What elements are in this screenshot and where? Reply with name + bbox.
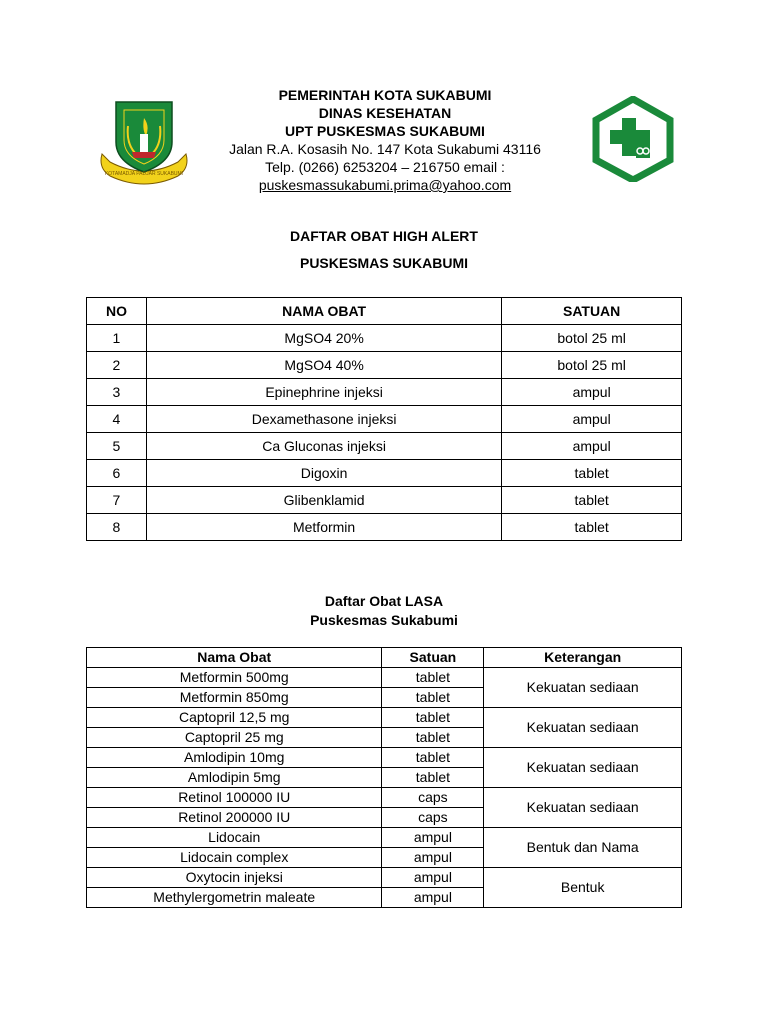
header-phone: Telp. (0266) 6253204 – 216750 email : <box>265 159 505 175</box>
cell-nama-obat: Retinol 100000 IU <box>87 788 382 808</box>
cell-no: 6 <box>87 460 147 487</box>
high-alert-table <box>86 297 682 541</box>
cell-nama-obat: Metformin 500mg <box>87 668 382 688</box>
cell-keterangan: Bentuk dan Nama <box>484 828 682 868</box>
cell-nama-obat: Ca Gluconas injeksi <box>146 433 501 460</box>
table-row <box>87 460 682 487</box>
cell-satuan: tablet <box>502 487 682 514</box>
cell-keterangan: Kekuatan sediaan <box>484 788 682 828</box>
cell-nama-obat: Lidocain <box>87 828 382 848</box>
cell-satuan: tablet <box>382 668 484 688</box>
cell-nama-obat: Metformin 850mg <box>87 688 382 708</box>
cell-no: 2 <box>87 352 147 379</box>
cell-satuan: botol 25 ml <box>502 352 682 379</box>
cell-keterangan: Kekuatan sediaan <box>484 668 682 708</box>
cell-no: 5 <box>87 433 147 460</box>
header-address: Jalan R.A. Kosasih No. 147 Kota Sukabumi 43116 <box>229 141 541 157</box>
table-row <box>87 433 682 460</box>
table-header-row <box>87 648 682 668</box>
table-row <box>87 352 682 379</box>
cell-satuan: ampul <box>382 868 484 888</box>
puskesmas-logo <box>592 96 674 182</box>
cell-no: 4 <box>87 406 147 433</box>
table-header-row <box>87 298 682 325</box>
cell-keterangan: Kekuatan sediaan <box>484 748 682 788</box>
table-row <box>87 748 682 768</box>
header-line-1: PEMERINTAH KOTA SUKABUMI <box>278 87 492 103</box>
cell-keterangan: Bentuk <box>484 868 682 908</box>
table-row <box>87 514 682 541</box>
cell-satuan: caps <box>382 808 484 828</box>
col-header-nama-obat: Nama Obat <box>87 648 382 668</box>
col-header-keterangan: Keterangan <box>484 648 682 668</box>
city-emblem-logo <box>96 96 192 186</box>
cell-satuan: ampul <box>382 848 484 868</box>
high-alert-subtitle: PUSKESMAS SUKABUMI <box>299 255 468 271</box>
cell-satuan: botol 25 ml <box>502 325 682 352</box>
cell-satuan: tablet <box>382 748 484 768</box>
header-line-3: UPT PUSKESMAS SUKABUMI <box>285 123 485 139</box>
col-header-satuan: SATUAN <box>502 298 682 325</box>
cell-nama-obat: Methylergometrin maleate <box>87 888 382 908</box>
high-alert-title: DAFTAR OBAT HIGH ALERT <box>290 228 478 244</box>
cell-no: 3 <box>87 379 147 406</box>
cell-satuan: ampul <box>502 406 682 433</box>
cell-nama-obat: Retinol 200000 IU <box>87 808 382 828</box>
lasa-subtitle: Puskesmas Sukabumi <box>310 612 458 628</box>
cell-nama-obat: Amlodipin 10mg <box>87 748 382 768</box>
table-row <box>87 868 682 888</box>
table-row <box>87 668 682 688</box>
cell-nama-obat: MgSO4 40% <box>146 352 501 379</box>
cell-nama-obat: Captopril 12,5 mg <box>87 708 382 728</box>
cell-satuan: tablet <box>382 768 484 788</box>
col-header-satuan: Satuan <box>382 648 484 668</box>
table-row <box>87 325 682 352</box>
cell-no: 7 <box>87 487 147 514</box>
cell-nama-obat: MgSO4 20% <box>146 325 501 352</box>
cell-keterangan: Kekuatan sediaan <box>484 708 682 748</box>
cell-satuan: caps <box>382 788 484 808</box>
cell-satuan: tablet <box>382 688 484 708</box>
cell-no: 1 <box>87 325 147 352</box>
col-header-nama-obat: NAMA OBAT <box>146 298 501 325</box>
logo-text: KOTAMADJA PADJAR SUKABUMI <box>104 171 184 177</box>
header-email[interactable]: puskesmassukabumi.prima@yahoo.com <box>258 177 512 193</box>
lasa-title: Daftar Obat LASA <box>324 593 444 609</box>
table-row <box>87 487 682 514</box>
table-row <box>87 828 682 848</box>
cell-satuan: tablet <box>502 460 682 487</box>
cell-nama-obat: Amlodipin 5mg <box>87 768 382 788</box>
cell-no: 8 <box>87 514 147 541</box>
cell-satuan: tablet <box>382 728 484 748</box>
cell-satuan: tablet <box>382 708 484 728</box>
cell-nama-obat: Epinephrine injeksi <box>146 379 501 406</box>
table-row <box>87 406 682 433</box>
table-row <box>87 708 682 728</box>
cell-nama-obat: Metformin <box>146 514 501 541</box>
cell-nama-obat: Lidocain complex <box>87 848 382 868</box>
cell-satuan: ampul <box>502 433 682 460</box>
lasa-table <box>86 647 682 908</box>
cell-nama-obat: Captopril 25 mg <box>87 728 382 748</box>
letterhead <box>200 86 570 194</box>
cell-satuan: ampul <box>382 828 484 848</box>
header-line-2: DINAS KESEHATAN <box>318 105 452 121</box>
col-header-no: NO <box>87 298 147 325</box>
cell-nama-obat: Dexamethasone injeksi <box>146 406 501 433</box>
cell-satuan: tablet <box>502 514 682 541</box>
table-row <box>87 788 682 808</box>
cell-satuan: ampul <box>502 379 682 406</box>
table-row <box>87 379 682 406</box>
cell-nama-obat: Digoxin <box>146 460 501 487</box>
cell-satuan: ampul <box>382 888 484 908</box>
cell-nama-obat: Glibenklamid <box>146 487 501 514</box>
cell-nama-obat: Oxytocin injeksi <box>87 868 382 888</box>
